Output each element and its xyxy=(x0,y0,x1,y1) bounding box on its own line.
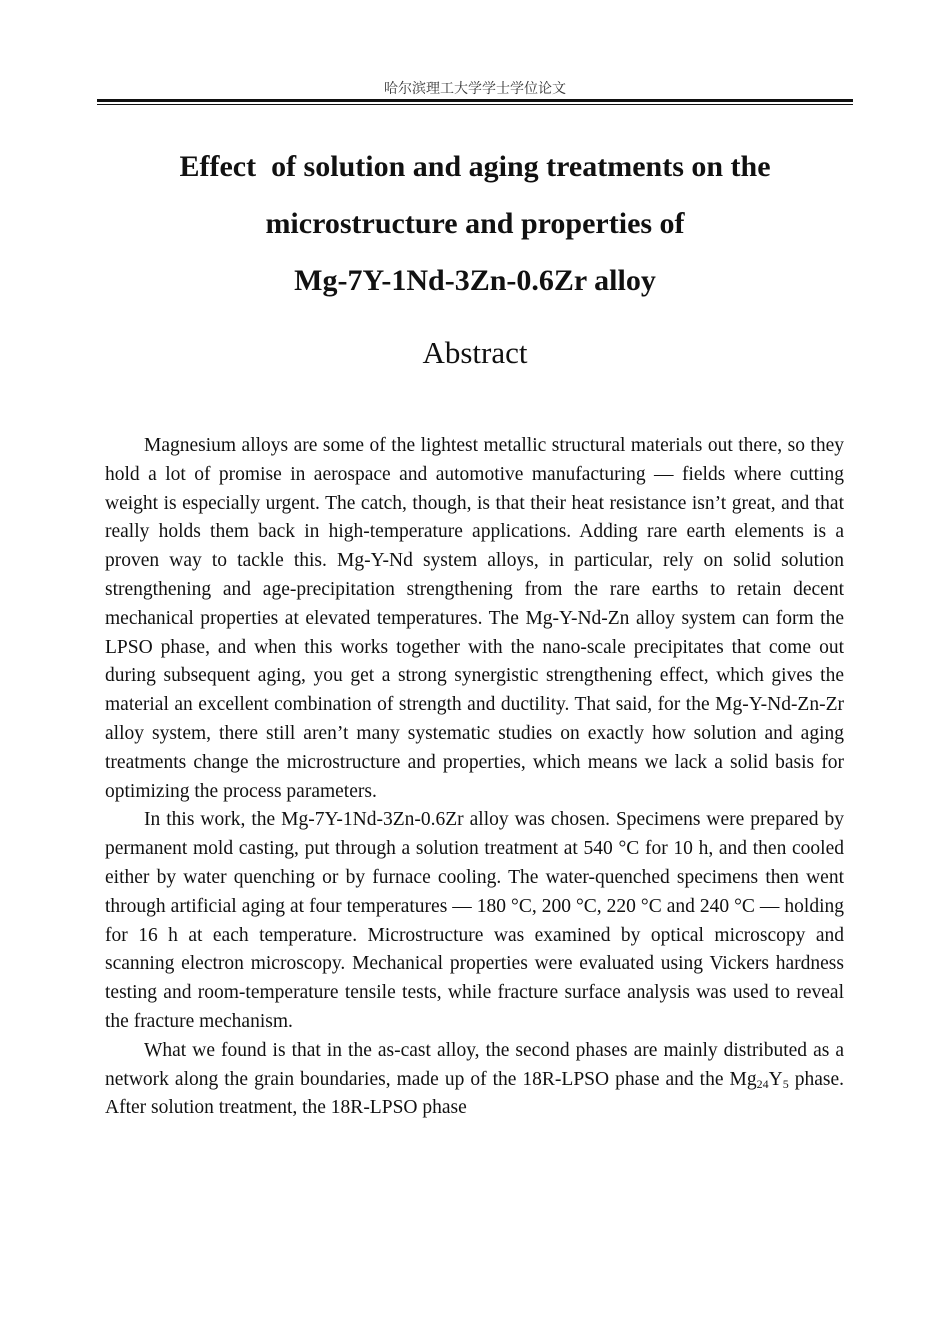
paragraph-3-text-a: What we found is that in the as-cast alloy, the second phases are mainly distributed as a network along the grain boundaries, made up of the 18R-LPSO phase and the Mg xyxy=(105,1039,844,1090)
thesis-title xyxy=(105,138,845,309)
subscript-24: 24 xyxy=(756,1076,769,1091)
abstract-paragraph-2: In this work, the Mg-7Y-1Nd-3Zn-0.6Zr alloy was chosen. Specimens were prepared by permanent mold casting, put through a solution treatment at 540 °C for 10 h, and then cooled either by water quenching or by furnace cooling. The water-quenched specimens then went through artificial aging at four temperatures — 180 °C, 200 °C, 220 °C and 240 °C — holding for 16 h at each temperature. Microstructure was examined by optical microscopy and scanning electron microscopy. Mechanical properties were evaluated using Vickers hardness testing and room-temperature tensile tests, while fracture surface analysis was used to reveal the fracture mechanism. xyxy=(105,809,844,1032)
title-line-2: microstructure and properties of xyxy=(265,207,685,240)
title-line-1: Effect of solution and aging treatments on the xyxy=(179,150,771,183)
abstract-heading: Abstract xyxy=(422,335,528,370)
abstract-paragraph-1: Magnesium alloys are some of the lightest metallic structural materials out there, so they hold a lot of promise in aerospace and automotive manufacturing — fields where cutting weight is especially urgent. The catch, though, is that their heat resistance isn’t great, and that really holds them back in high-temperature applications. Adding rare earth elements is a proven way to tackle this. Mg-Y-Nd system alloys, in particular, rely on solid solution strengthening and age-precipitation strengthening from the rare earths to retain decent mechanical properties at elevated temperatures. The Mg-Y-Nd-Zn alloy system can form the LPSO phase, and when this works together with the nano-scale precipitates that come out during subsequent aging, you get a strong synergistic strengthening effect, which gives the material an excellent combination of strength and ductility. That said, for the Mg-Y-Nd-Zn-Zr alloy system, there still aren’t many systematic studies on exactly how solution and aging treatments change the microstructure and properties, which means we lack a solid basis for optimizing the process parameters. xyxy=(105,435,844,802)
subscript-5: 5 xyxy=(782,1076,789,1091)
paragraph-3-text-c: phase. After solution treatment, the 18R-LPSO phase xyxy=(105,1068,844,1119)
header-rule-thin xyxy=(97,104,853,105)
title-line-3: Mg-7Y-1Nd-3Zn-0.6Zr alloy xyxy=(294,264,656,297)
abstract-body xyxy=(105,432,844,1123)
running-header: 哈尔滨理工大学学士学位论文 xyxy=(384,81,566,97)
header-rule-thick xyxy=(97,99,853,102)
abstract-paragraph-3 xyxy=(105,1037,844,1123)
paragraph-3-text-b: Y xyxy=(768,1068,783,1090)
